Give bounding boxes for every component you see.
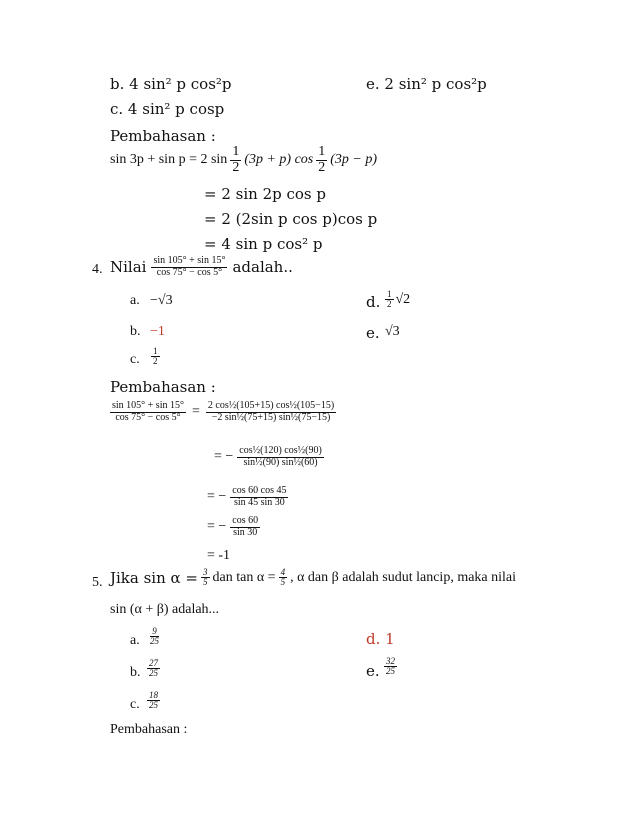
q4-solution-step2-fraction [237, 446, 323, 468]
q3-option-b: b. 4 sin² p cos²p [110, 75, 232, 93]
q4-nilai: Nilai [110, 258, 147, 276]
q4-option-d-value: √2 [395, 291, 411, 307]
q5-dan-tan: dan tan α = [212, 569, 276, 585]
q4-option-a-label: a. [130, 293, 140, 308]
q4-solution-lhs-fraction [110, 401, 186, 423]
q4-adalah: adalah.. [232, 258, 293, 276]
q3-option-e: e. 2 sin² p cos²p [366, 75, 487, 93]
q4-solution-line-4 [207, 516, 260, 538]
q3-eq-mid2: (3p − p) [330, 152, 378, 168]
q3-option-c: c. 4 sin² p cosp [110, 100, 225, 118]
q3-step-3: = 4 sin p cos² p [204, 235, 323, 253]
q4-solution-line-2 [214, 446, 324, 468]
q5-option-e-fraction [384, 657, 397, 677]
q3-equation-line [110, 145, 377, 175]
q5-option-b-den: 25 [149, 668, 158, 678]
q5-question-line-1 [110, 568, 516, 588]
q3-eq-half-2 [316, 145, 327, 175]
q4-option-b-value: −1 [150, 324, 165, 339]
q4-question-frac-den: cos 75° − cos 5° [156, 266, 223, 278]
q4-solution-step4-den: sin 30 [233, 526, 258, 538]
q4-solution-step2-num: cos½(120) cos½(90) [239, 445, 322, 456]
q4-solution-step1-num: 2 cos½(105+15) cos½(105−15) [207, 400, 335, 411]
q5-sin-fraction [201, 568, 210, 588]
q4-question-frac-num: sin 105° + sin 15° [153, 255, 226, 266]
q4-solution-lhs-den: cos 75° − cos 5° [115, 411, 181, 423]
q4-option-b-label: b. [130, 324, 141, 339]
q4-option-d-label: d. [366, 293, 381, 311]
q5-tan-den: 5 [280, 577, 286, 588]
q4-solution-step4-num: cos 60 [232, 515, 259, 526]
q3-eq-half-1-den: 2 [232, 159, 240, 175]
q5-option-c-num: 18 [149, 689, 158, 700]
q5-option-a-fraction [148, 627, 161, 647]
q4-solution-step3-fraction [230, 486, 288, 508]
q5-number: 5. [92, 575, 103, 590]
q3-eq-half-1 [230, 145, 241, 175]
q3-eq-half-1-num: 1 [232, 144, 240, 159]
q4-question-fraction [151, 256, 227, 278]
q4-solution-step1-fraction [206, 401, 336, 423]
q4-solution-equals: = [191, 404, 200, 419]
q4-option-e-label: e. [366, 324, 380, 342]
q5-option-c-label: c. [130, 697, 140, 712]
q5-option-a-label: a. [130, 633, 140, 648]
q4-option-d-fraction [385, 290, 394, 310]
q5-option-b-fraction [147, 659, 160, 679]
q5-option-b-num: 27 [149, 657, 158, 668]
q4-solution-line-1 [110, 401, 336, 423]
q3-step-1: = 2 sin 2p cos p [204, 185, 326, 203]
q5-option-c-den: 25 [149, 700, 158, 710]
q3-eq-half-2-num: 1 [318, 144, 326, 159]
q4-solution-line-3 [207, 486, 288, 508]
q5-option-e-num: 32 [386, 655, 395, 666]
q5-option-c-fraction [147, 691, 160, 711]
q4-solution-lhs-num: sin 105° + sin 15° [112, 400, 184, 411]
q3-pembahasan-label: Pembahasan : [110, 127, 216, 145]
q5-option-e-den: 25 [386, 666, 395, 676]
q4-option-a-value: −√3 [150, 293, 173, 308]
q5-sin-den: 5 [203, 577, 208, 588]
q5-rest: , α dan β adalah sudut lancip, maka nilai [290, 569, 517, 585]
q5-option-b-label: b. [130, 665, 141, 680]
q4-option-d-den: 2 [387, 299, 392, 310]
q5-pembahasan-label: Pembahasan : [110, 722, 188, 737]
q4-option-e-value: √3 [385, 324, 400, 339]
q5-option-e-label: e. [366, 662, 380, 680]
q3-eq-mid1: (3p + p) cos [244, 152, 314, 168]
q5-tan-fraction [279, 568, 288, 588]
q4-option-c-num: 1 [153, 345, 158, 356]
q4-solution-final: = -1 [207, 548, 231, 563]
q4-number: 4. [92, 262, 103, 277]
q4-solution-line-4-eq: = − [207, 519, 227, 534]
q4-option-d-num: 1 [387, 289, 392, 299]
q3-eq-half-2-den: 2 [318, 159, 326, 175]
q4-option-d [385, 290, 410, 310]
q4-solution-step2-den: sin½(90) sin½(60) [243, 456, 318, 468]
q5-option-c [147, 690, 160, 710]
q5-option-e [384, 656, 397, 676]
q4-solution-step3-num: cos 60 cos 45 [232, 485, 287, 496]
q4-option-c [151, 346, 160, 366]
q5-option-a [148, 626, 161, 646]
q5-option-b [147, 658, 160, 678]
q4-solution-line-3-eq: = − [207, 489, 227, 504]
q4-solution-step1-den: −2 sin½(75+15) sin½(75−15) [211, 411, 331, 423]
q5-option-d: d. 1 [366, 630, 395, 648]
q5-question-line-2: sin (α + β) adalah... [110, 602, 220, 617]
q4-pembahasan-label: Pembahasan : [110, 378, 216, 396]
q3-step-2: = 2 (2sin p cos p)cos p [204, 210, 378, 228]
q4-option-c-den: 2 [153, 356, 158, 366]
q3-eq-lhs: sin 3p + sin p = 2 sin [110, 152, 228, 168]
q4-option-c-label: c. [130, 352, 140, 367]
q4-solution-line-2-eq: = − [214, 449, 234, 464]
q5-option-a-den: 25 [150, 636, 159, 646]
q4-question [110, 256, 293, 278]
q5-option-a-num: 9 [152, 625, 157, 636]
q4-solution-step4-fraction [230, 516, 260, 538]
q5-tan-num: 4 [280, 567, 286, 577]
q5-jika: Jika sin α = [110, 568, 199, 587]
q5-sin-num: 3 [203, 567, 208, 577]
q4-solution-step3-den: sin 45 sin 30 [233, 496, 285, 508]
q4-option-c-fraction [151, 347, 160, 367]
